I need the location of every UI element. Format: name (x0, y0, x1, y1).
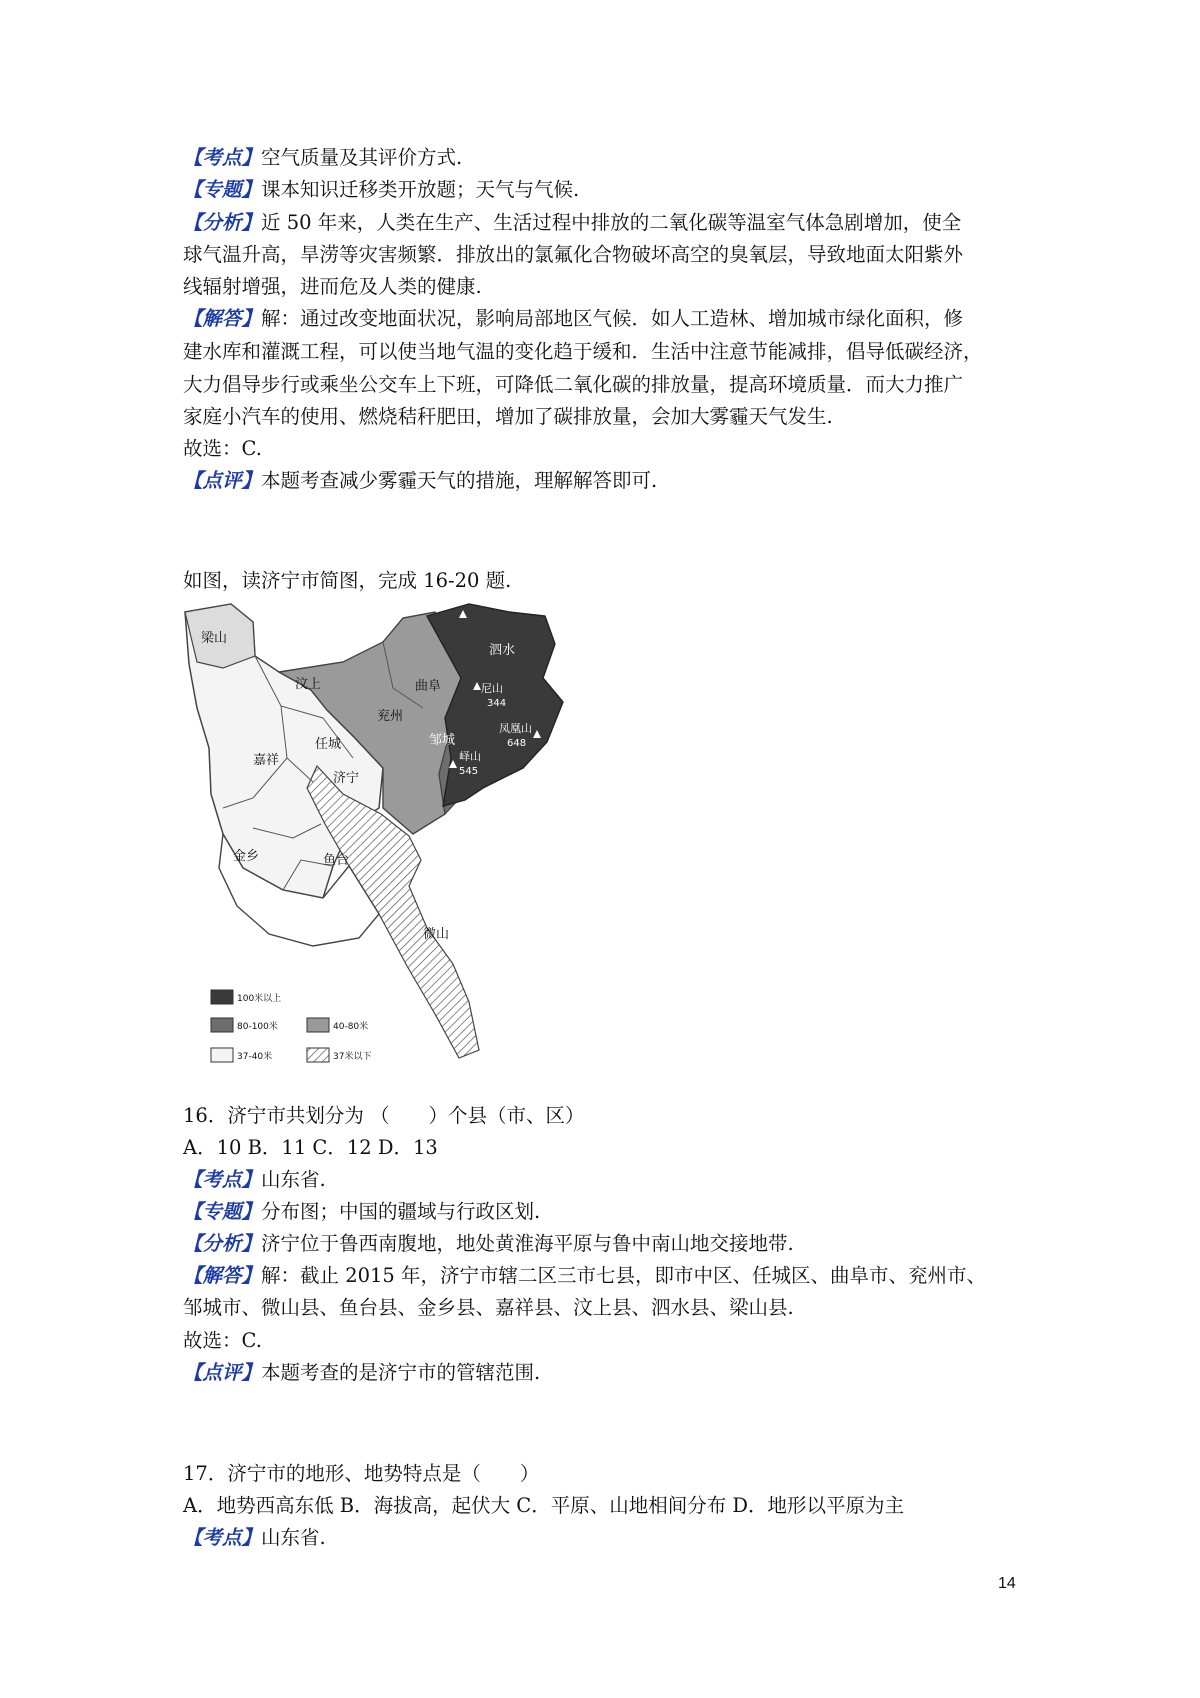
dianping-tag: 【点评】 (183, 469, 262, 492)
map-label-rencheng: 任城 (315, 737, 342, 752)
peak-elev-fenghuangshan: 648 (507, 738, 527, 749)
peak-label-fenghuangshan: 凤凰山 (499, 722, 532, 735)
q16-kaodian-line (183, 1164, 326, 1196)
q16-zhuanti-line (183, 1196, 540, 1228)
fenxi-text: 近 50 年来，人类在生产、生活过程中排放的二氧化碳等温室气体急剧增加，使全 (261, 211, 962, 234)
map-label-weishan: 微山 (423, 927, 450, 942)
legend-swatch (307, 1018, 329, 1032)
map-label-jinxiang: 金乡 (233, 849, 260, 864)
jieda-line-4: 家庭小汽车的使用、燃烧秸秆肥田，增加了碳排放量，会加大雾霾天气发生. (183, 405, 833, 428)
map-label-zoucheng: 邹城 (429, 733, 456, 748)
zhuanti-tag: 【专题】 (183, 178, 262, 201)
map-label-liangshan: 梁山 (201, 631, 228, 646)
map-label-wenshang: 汶上 (295, 677, 322, 692)
legend-label: 37-40米 (237, 1052, 273, 1062)
dianping-text: 本题考查的是济宁市的管辖范围. (261, 1361, 541, 1384)
jieda-line-3: 大力倡导步行或乘坐公交车上下班，可降低二氧化碳的排放量，提高环境质量．而大力推广 (183, 373, 964, 396)
kaodian-tag: 【考点】 (183, 1168, 262, 1191)
map-label-sishui: 泗水 (489, 643, 516, 658)
q16-dianping-line (183, 1357, 540, 1389)
zhuanti-text: 课本知识迁移类开放题；天气与气候. (261, 178, 580, 201)
fenxi-line-2: 球气温升高，旱涝等灾害频繁．排放出的氯氟化合物破坏高空的臭氧层，导致地面太阳紫外 (183, 243, 964, 266)
legend-label: 100米以上 (237, 994, 282, 1004)
legend-label: 37米以下 (333, 1052, 372, 1062)
map-label-jining: 济宁 (333, 771, 360, 786)
map-label-qufu: 曲阜 (415, 679, 442, 694)
zhuanti-line (183, 174, 579, 206)
jieda-text: 解：截止 2015 年，济宁市辖二区三市七县，即市中区、任城区、曲阜市、兖州市、 (261, 1264, 987, 1287)
page-number: 14 (998, 1575, 1016, 1592)
kaodian-tag: 【考点】 (183, 146, 262, 169)
q17-kaodian-line (183, 1522, 326, 1554)
peak-elev-nishan: 344 (487, 698, 507, 709)
peak-label-nishan: 尼山 (481, 682, 503, 695)
fenxi-text: 济宁位于鲁西南腹地，地处黄淮海平原与鲁中南山地交接地带. (261, 1232, 794, 1255)
q16-fenxi-line (183, 1228, 794, 1260)
map-legend (211, 990, 371, 1062)
zhuanti-text: 分布图；中国的疆域与行政区划. (261, 1200, 541, 1223)
legend-swatch (211, 1018, 233, 1032)
q16-jieda-line-2: 邹城市、微山县、鱼台县、金乡县、嘉祥县、汶上县、泗水县、梁山县. (183, 1296, 794, 1319)
jieda-text: 解：通过改变地面状况，影响局部地区气候．如人工造林、增加城市绿化面积，修 (261, 307, 964, 330)
q17-question: 17．济宁市的地形、地势特点是（ ） (183, 1462, 540, 1485)
q16-options: A．10 B．11 C．12 D．13 (183, 1136, 438, 1159)
fenxi-line-3: 线辐射增强，进而危及人类的健康. (183, 275, 482, 298)
guxuan-line: 故选：C. (183, 437, 262, 460)
fenxi-tag: 【分析】 (183, 1232, 262, 1255)
legend-swatch (307, 1048, 329, 1062)
dianping-line (183, 465, 657, 497)
zhuanti-tag: 【专题】 (183, 1200, 262, 1223)
legend-swatch (211, 1048, 233, 1062)
legend-swatch (211, 990, 233, 1004)
dianping-text: 本题考查减少雾霾天气的措施，理解解答即可. (261, 469, 658, 492)
map-label-yutai: 鱼台 (323, 853, 350, 868)
q17-options: A．地势西高东低 B．海拔高，起伏大 C．平原、山地相间分布 D．地形以平原为主 (183, 1494, 905, 1517)
jieda-line (183, 303, 963, 335)
peak-label-yishan: 峄山 (459, 750, 481, 763)
kaodian-line (183, 142, 462, 174)
legend-label: 80-100米 (237, 1022, 278, 1032)
q16-guxuan-line: 故选：C. (183, 1329, 262, 1352)
q16-jieda-line (183, 1260, 986, 1292)
fenxi-tag: 【分析】 (183, 211, 262, 234)
kaodian-text: 山东省. (261, 1168, 326, 1191)
q16-question: 16．济宁市共划分为 （ ）个县（市、区） (183, 1104, 585, 1127)
legend-label: 40-80米 (333, 1022, 369, 1032)
map-label-yanzhou: 兖州 (377, 709, 404, 724)
kaodian-text: 山东省. (261, 1526, 326, 1549)
jieda-tag: 【解答】 (183, 307, 262, 330)
jining-map-figure (183, 598, 615, 1082)
intro-line: 如图，读济宁市简图，完成 16-20 题. (183, 569, 512, 592)
jieda-tag: 【解答】 (183, 1264, 262, 1287)
jieda-line-2: 建水库和灌溉工程，可以使当地气温的变化趋于缓和．生活中注意节能减排，倡导低碳经济， (183, 340, 983, 363)
fenxi-line (183, 207, 961, 239)
dianping-tag: 【点评】 (183, 1361, 262, 1384)
kaodian-tag: 【考点】 (183, 1526, 262, 1549)
kaodian-text: 空气质量及其评价方式. (261, 146, 463, 169)
map-label-jiaxiang: 嘉祥 (253, 753, 280, 768)
peak-elev-yishan: 545 (459, 766, 479, 777)
